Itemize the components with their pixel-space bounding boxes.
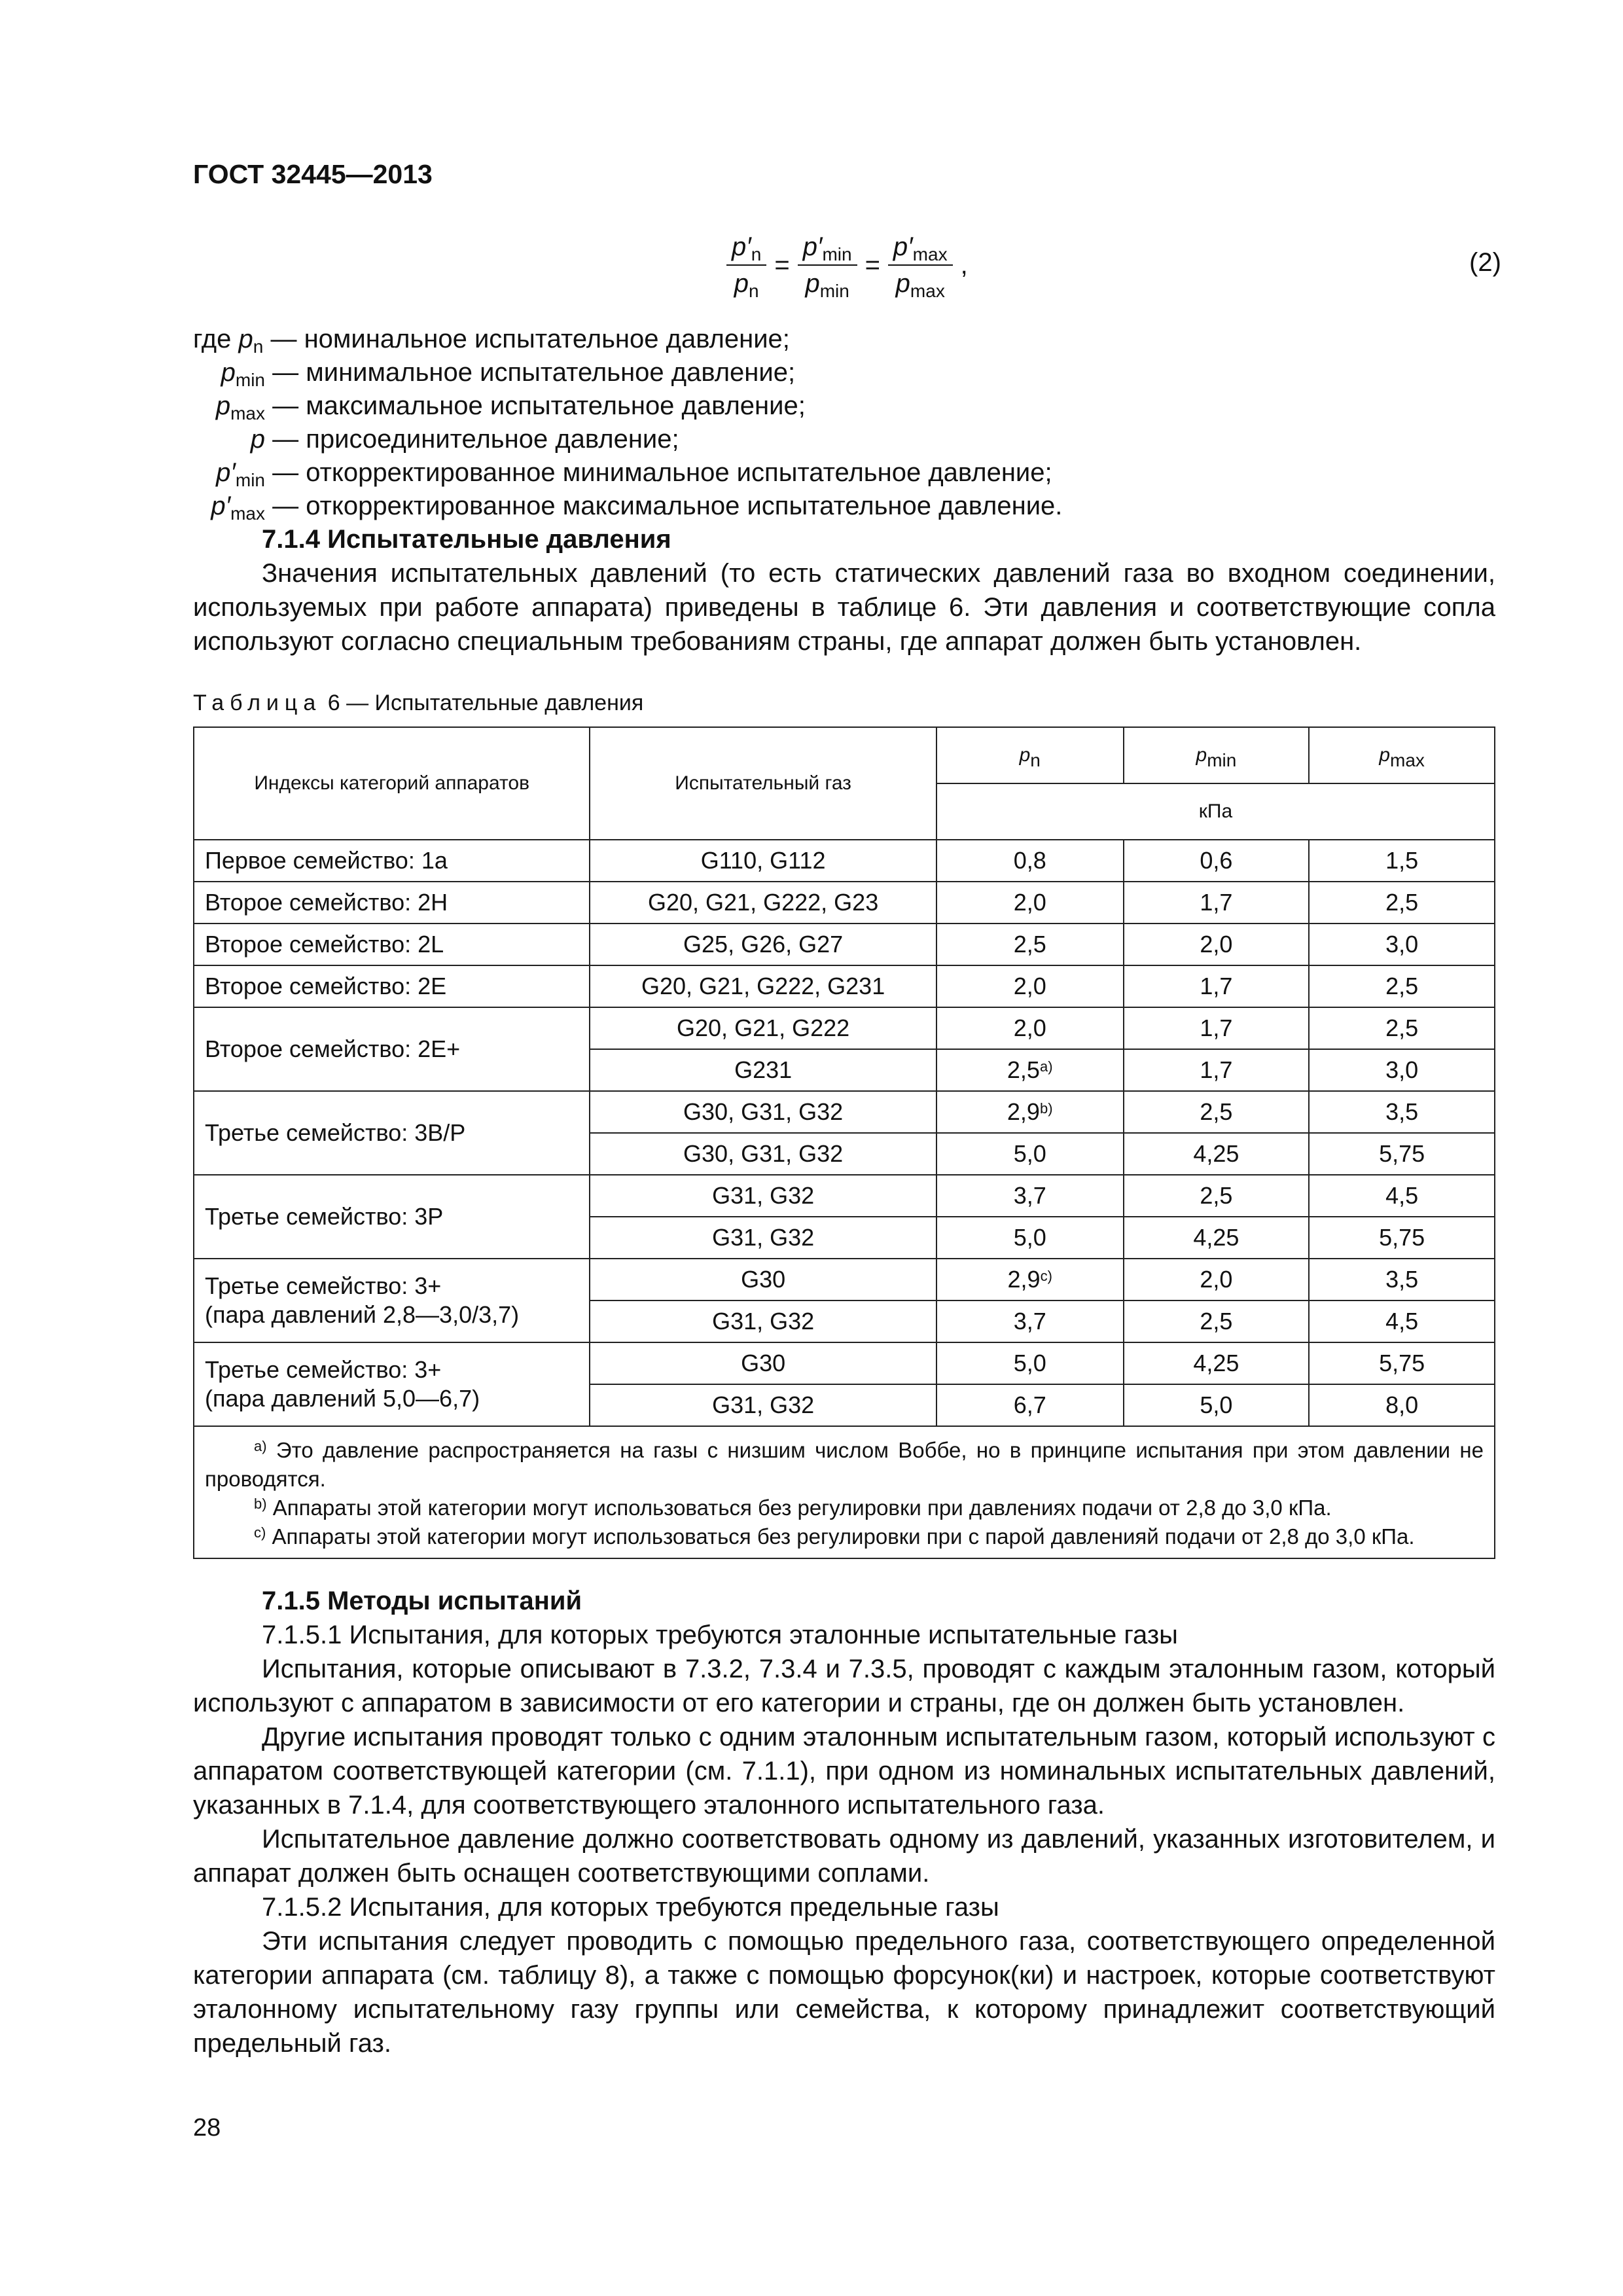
- paragraph: Испытательное давление должно соответствовать одному из давлений, указанных изготовителем, и аппарат должен быть оснащен соответствующими соплами.: [193, 1825, 1495, 1888]
- subsection-heading: 7.1.5.1 Испытания, для которых требуются эталонные испытательные газы: [262, 1621, 1178, 1649]
- table-row: [194, 1175, 1495, 1217]
- definition-symbol: $p_{min}$: [221, 358, 265, 390]
- pn-cell: 2,9$^{c)}$: [936, 1259, 1124, 1300]
- section-7-1-5: [193, 1584, 1495, 2060]
- pmax-cell: 5,75: [1309, 1133, 1495, 1175]
- table-row: [194, 965, 1495, 1007]
- pmin-cell: 4,25: [1124, 1217, 1310, 1259]
- footnote-mark: b): [1039, 1100, 1053, 1117]
- definition-text: — минимальное испытательное давление;: [265, 358, 796, 387]
- footnote-mark: a): [1039, 1058, 1053, 1075]
- table-caption-title: 6 — Испытательные давления: [321, 691, 644, 715]
- f1-num-sub: n: [751, 244, 762, 264]
- category-cell: Третье семейство: 3Р: [194, 1175, 590, 1259]
- table-notes: [194, 1426, 1495, 1558]
- gas-cell: G31, G32: [590, 1175, 936, 1217]
- definition-text: — присоединительное давление;: [265, 425, 679, 454]
- pmax-cell: 8,0: [1309, 1384, 1495, 1426]
- equals-sign: =: [865, 251, 880, 279]
- gas-cell: G20, G21, G222, G231: [590, 965, 936, 1007]
- table-row: [194, 924, 1495, 965]
- table-body: [194, 840, 1495, 1426]
- pmin-cell: 2,5: [1124, 1091, 1310, 1133]
- column-header-pmax: $p_{max}$: [1309, 727, 1495, 783]
- gas-cell: G30: [590, 1259, 936, 1300]
- table-row: [194, 1091, 1495, 1133]
- definition-row: [193, 322, 1062, 355]
- pmax-cell: 3,5: [1309, 1091, 1495, 1133]
- f1-den: p: [734, 269, 749, 298]
- definition-text: — максимальное испытательное давление;: [265, 391, 806, 420]
- table-row: [194, 1342, 1495, 1384]
- pmax-cell: 1,5: [1309, 840, 1495, 882]
- pmin-cell: 2,5: [1124, 1175, 1310, 1217]
- f2-num-sub: min: [822, 244, 852, 264]
- pmax-cell: 3,0: [1309, 1049, 1495, 1091]
- definition-symbol: $p'_{max}$: [211, 492, 265, 524]
- pmin-cell: 1,7: [1124, 1049, 1310, 1091]
- pn-cell: 2,0: [936, 965, 1124, 1007]
- column-header-unit: кПа: [936, 783, 1495, 840]
- f3-den-sub: max: [910, 281, 945, 301]
- footnote-mark: c): [1040, 1268, 1052, 1284]
- fraction-min: [798, 232, 857, 301]
- gas-cell: G31, G32: [590, 1384, 936, 1426]
- gas-cell: G31, G32: [590, 1300, 936, 1342]
- formula-comma: ,: [960, 251, 968, 279]
- pmax-cell: 2,5: [1309, 1007, 1495, 1049]
- definitions-lead: где: [193, 325, 232, 353]
- pn-cell: 3,7: [936, 1175, 1124, 1217]
- table-row: [194, 1007, 1495, 1049]
- definition-text: — откорректированное минимальное испытательное давление;: [265, 458, 1052, 487]
- category-cell: Второе семейство: 2Е: [194, 965, 590, 1007]
- table-caption: [193, 686, 643, 720]
- test-pressures-table: [193, 726, 1495, 1559]
- pmax-cell: 2,5: [1309, 882, 1495, 924]
- equation-number: (2): [1469, 248, 1501, 277]
- pn-cell: 2,0: [936, 882, 1124, 924]
- pmin-cell: 1,7: [1124, 965, 1310, 1007]
- definition-text: — откорректированное максимальное испытательное давление.: [265, 492, 1063, 520]
- f1-den-sub: n: [749, 281, 759, 301]
- definition-symbol: $p_{max}$: [215, 391, 265, 423]
- document-header: ГОСТ 32445—2013: [193, 159, 433, 189]
- pmin-cell: 1,7: [1124, 882, 1310, 924]
- page-number: 28: [193, 2114, 221, 2142]
- column-header-gas: Испытательный газ: [590, 727, 936, 840]
- f2-den-sub: min: [819, 281, 849, 301]
- column-header-category: Индексы категорий аппаратов: [194, 727, 590, 840]
- gas-cell: G231: [590, 1049, 936, 1091]
- section-heading: 7.1.5 Методы испытаний: [262, 1587, 582, 1615]
- pmax-cell: 4,5: [1309, 1175, 1495, 1217]
- category-cell: Второе семейство: 2Е+: [194, 1007, 590, 1091]
- gas-cell: G110, G112: [590, 840, 936, 882]
- section-heading: 7.1.4 Испытательные давления: [262, 525, 671, 554]
- f1-num: p′: [732, 232, 751, 261]
- pn-cell: 2,9$^{b)}$: [936, 1091, 1124, 1133]
- category-cell: Второе семейство: 2Н: [194, 882, 590, 924]
- pn-cell: 3,7: [936, 1300, 1124, 1342]
- category-cell: Третье семейство: 3+ (пара давлений 2,8—3,0/3,7): [194, 1259, 590, 1342]
- table-row: [194, 840, 1495, 882]
- gas-cell: G30, G31, G32: [590, 1091, 936, 1133]
- fraction-n: [726, 232, 766, 301]
- category-cell: Первое семейство: 1а: [194, 840, 590, 882]
- definition-symbol: $p'_{min}$: [216, 458, 265, 490]
- table-row: [194, 1259, 1495, 1300]
- pmax-cell: 4,5: [1309, 1300, 1495, 1342]
- gas-cell: G20, G21, G222, G23: [590, 882, 936, 924]
- pn-cell: 5,0: [936, 1342, 1124, 1384]
- pmin-cell: 4,25: [1124, 1133, 1310, 1175]
- f3-num-sub: max: [912, 244, 948, 264]
- pn-cell: 2,5: [936, 924, 1124, 965]
- table-note: $^{a)}$ Это давление распространяется на газы с низшим числом Воббе, но в принципе испытания при этом давлении не проводятся.: [205, 1438, 1484, 1491]
- f3-num: p′: [893, 232, 913, 261]
- pmax-cell: 3,0: [1309, 924, 1495, 965]
- paragraph: Значения испытательных давлений (то есть статических давлений газа во входном соединении, используемых при работе аппарата) приведены в таблице 6. Эти давления и соответствующие сопла используют согласно специальным требованиям страны, где аппарат должен быть установлен.: [193, 559, 1495, 656]
- formula-2: [726, 226, 968, 304]
- f3-den: p: [895, 269, 910, 298]
- pn-cell: 0,8: [936, 840, 1124, 882]
- symbol-definitions: [193, 322, 1062, 522]
- definition-row: [193, 456, 1062, 489]
- pmin-cell: 4,25: [1124, 1342, 1310, 1384]
- definition-row: [193, 355, 1062, 389]
- pn-cell: 5,0: [936, 1217, 1124, 1259]
- pn-cell: 2,5$^{a)}$: [936, 1049, 1124, 1091]
- definition-row: [193, 422, 1062, 456]
- pn-cell: 6,7: [936, 1384, 1124, 1426]
- gas-cell: G31, G32: [590, 1217, 936, 1259]
- gas-cell: G30: [590, 1342, 936, 1384]
- paragraph: Эти испытания следует проводить с помощью предельного газа, соответствующего определенной категории аппарата (см. таблицу 8), а также с помощью форсунок(ки) и настроек, которые соответствуют эталонному испытательному газу группы или семейства, к которому принадлежит соответствующий предельный газ.: [193, 1927, 1495, 2058]
- subsection-heading: 7.1.5.2 Испытания, для которых требуются предельные газы: [262, 1893, 999, 1922]
- category-cell: Второе семейство: 2L: [194, 924, 590, 965]
- paragraph: Испытания, которые описывают в 7.3.2, 7.3.4 и 7.3.5, проводят с каждым эталонным газом, который используют с аппаратом в зависимости от его категории и страны, где он должен быть установлен.: [193, 1655, 1495, 1717]
- table-row: [194, 882, 1495, 924]
- gas-cell: G25, G26, G27: [590, 924, 936, 965]
- pmax-cell: 5,75: [1309, 1342, 1495, 1384]
- pmax-cell: 2,5: [1309, 965, 1495, 1007]
- column-header-pmin: $p_{min}$: [1124, 727, 1310, 783]
- pn-cell: 5,0: [936, 1133, 1124, 1175]
- pmin-cell: 2,0: [1124, 1259, 1310, 1300]
- pmin-cell: 1,7: [1124, 1007, 1310, 1049]
- section-7-1-4: [193, 522, 1495, 658]
- gas-cell: G30, G31, G32: [590, 1133, 936, 1175]
- gas-cell: G20, G21, G222: [590, 1007, 936, 1049]
- pmax-cell: 3,5: [1309, 1259, 1495, 1300]
- table-caption-word: Таблица: [193, 691, 322, 715]
- paragraph: Другие испытания проводят только с одним эталонным испытательным газом, который используют с аппаратом соответствующей категории (см. 7.1.1), при одном из номинальных испытательных давлений, указанных в 7.1.4, для соответствующего эталонного испытательного газа.: [193, 1723, 1495, 1820]
- category-cell: Третье семейство: 3В/Р: [194, 1091, 590, 1175]
- definition-symbol: p: [250, 425, 265, 454]
- pmin-cell: 0,6: [1124, 840, 1310, 882]
- table-note: $^{c)}$ Аппараты этой категории могут использоваться без регулировки при с парой давленияй подачи от 2,8 до 3,0 кПа.: [254, 1524, 1415, 1549]
- equals-sign: =: [774, 251, 790, 279]
- table-note: $^{b)}$ Аппараты этой категории могут использоваться без регулировки при давлениях подачи от 2,8 до 3,0 кПа.: [254, 1496, 1332, 1520]
- definition-row: [193, 389, 1062, 422]
- definition-row: [193, 489, 1062, 522]
- definition-symbol: $p_n$: [238, 325, 264, 357]
- pmin-cell: 2,5: [1124, 1300, 1310, 1342]
- pn-cell: 2,0: [936, 1007, 1124, 1049]
- category-cell: Третье семейство: 3+ (пара давлений 5,0—6,7): [194, 1342, 590, 1426]
- pmax-cell: 5,75: [1309, 1217, 1495, 1259]
- f2-num: p′: [802, 232, 823, 261]
- f2-den: p: [805, 269, 820, 298]
- fraction-max: [888, 232, 953, 301]
- pmin-cell: 5,0: [1124, 1384, 1310, 1426]
- pmin-cell: 2,0: [1124, 924, 1310, 965]
- column-header-pn: $p_n$: [936, 727, 1124, 783]
- definition-text: — номинальное испытательное давление;: [263, 325, 790, 353]
